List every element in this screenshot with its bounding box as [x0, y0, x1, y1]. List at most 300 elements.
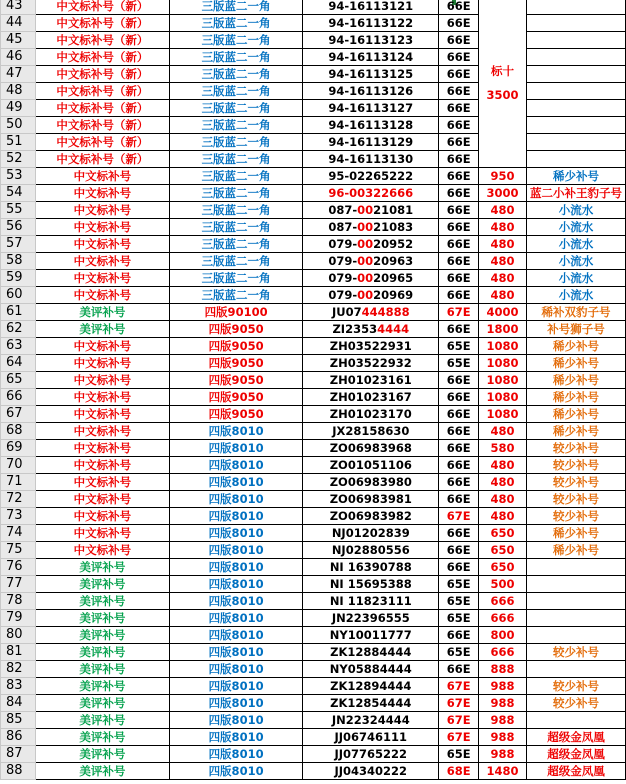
note-cell[interactable]: 较少补号	[527, 678, 626, 695]
edition-cell[interactable]: 四版8010	[169, 474, 303, 491]
row-number[interactable]: 44	[1, 15, 36, 32]
edition-cell[interactable]: 四版8010	[169, 508, 303, 525]
price-cell[interactable]: 480	[479, 270, 527, 287]
edition-cell[interactable]: 四版9050	[169, 355, 303, 372]
prefix-cell[interactable]: 66E	[439, 32, 479, 49]
type-cell[interactable]: 美评补号	[35, 746, 169, 763]
price-cell[interactable]: 480	[479, 457, 527, 474]
serial-number-cell[interactable]	[303, 729, 439, 746]
type-cell[interactable]: 美评补号	[35, 661, 169, 678]
type-cell[interactable]: 中文标补号	[35, 423, 169, 440]
row-number[interactable]: 75	[1, 542, 36, 559]
type-cell[interactable]: 美评补号	[35, 712, 169, 729]
type-cell[interactable]: 中文标补号	[35, 185, 169, 202]
prefix-cell[interactable]: 66E	[439, 440, 479, 457]
note-cell[interactable]: 稀少补号	[527, 372, 626, 389]
serial-number-cell[interactable]	[303, 406, 439, 423]
note-cell[interactable]	[527, 576, 626, 593]
price-cell[interactable]: 480	[479, 508, 527, 525]
price-cell[interactable]: 1080	[479, 389, 527, 406]
serial-number-cell[interactable]	[303, 117, 439, 134]
price-cell[interactable]: 4000	[479, 304, 527, 321]
note-cell[interactable]	[527, 627, 626, 644]
row-number[interactable]: 69	[1, 440, 36, 457]
prefix-cell[interactable]: 67E	[439, 304, 479, 321]
price-cell[interactable]: 800	[479, 627, 527, 644]
merged-price-cell[interactable]	[479, 0, 527, 168]
row-number[interactable]: 81	[1, 644, 36, 661]
edition-cell[interactable]: 三版蓝二一角	[169, 185, 303, 202]
serial-number-cell[interactable]	[303, 508, 439, 525]
edition-cell[interactable]: 四版8010	[169, 610, 303, 627]
row-number[interactable]: 58	[1, 253, 36, 270]
serial-number-cell[interactable]	[303, 712, 439, 729]
type-cell[interactable]: 中文标补号	[35, 542, 169, 559]
serial-number-cell[interactable]	[303, 389, 439, 406]
prefix-cell[interactable]: 66E	[439, 0, 479, 15]
note-cell[interactable]	[527, 151, 626, 168]
price-cell[interactable]: 1480	[479, 763, 527, 780]
serial-number-cell[interactable]	[303, 559, 439, 576]
note-cell[interactable]	[527, 66, 626, 83]
note-cell[interactable]: 稀补双豹子号	[527, 304, 626, 321]
type-cell[interactable]: 美评补号	[35, 610, 169, 627]
price-cell[interactable]: 988	[479, 678, 527, 695]
note-cell[interactable]	[527, 117, 626, 134]
row-number[interactable]: 82	[1, 661, 36, 678]
note-cell[interactable]: 补号狮子号	[527, 321, 626, 338]
note-cell[interactable]: 小流水	[527, 236, 626, 253]
edition-cell[interactable]: 三版蓝二一角	[169, 49, 303, 66]
type-cell[interactable]: 美评补号	[35, 576, 169, 593]
edition-cell[interactable]: 四版9050	[169, 406, 303, 423]
prefix-cell[interactable]: 67E	[439, 508, 479, 525]
note-cell[interactable]	[527, 559, 626, 576]
edition-cell[interactable]: 三版蓝二一角	[169, 117, 303, 134]
edition-cell[interactable]: 四版9050	[169, 372, 303, 389]
note-cell[interactable]	[527, 83, 626, 100]
type-cell[interactable]: 中文标补号（新）	[35, 117, 169, 134]
edition-cell[interactable]: 三版蓝二一角	[169, 219, 303, 236]
note-cell[interactable]: 稀少补号	[527, 355, 626, 372]
note-cell[interactable]	[527, 712, 626, 729]
price-cell[interactable]: 650	[479, 559, 527, 576]
prefix-cell[interactable]: 66E	[439, 474, 479, 491]
note-cell[interactable]: 超级金凤凰	[527, 746, 626, 763]
prefix-cell[interactable]: 65E	[439, 644, 479, 661]
row-number[interactable]: 80	[1, 627, 36, 644]
prefix-cell[interactable]: 66E	[439, 491, 479, 508]
row-number[interactable]: 68	[1, 423, 36, 440]
note-cell[interactable]: 稀少补号	[527, 389, 626, 406]
serial-number-cell[interactable]	[303, 542, 439, 559]
note-cell[interactable]: 较少补号	[527, 457, 626, 474]
note-cell[interactable]	[527, 15, 626, 32]
prefix-cell[interactable]: 66E	[439, 117, 479, 134]
serial-number-cell[interactable]	[303, 355, 439, 372]
prefix-cell[interactable]: 66E	[439, 49, 479, 66]
serial-number-cell[interactable]	[303, 66, 439, 83]
edition-cell[interactable]: 四版8010	[169, 491, 303, 508]
edition-cell[interactable]: 四版9050	[169, 389, 303, 406]
serial-number-cell[interactable]	[303, 338, 439, 355]
row-number[interactable]: 78	[1, 593, 36, 610]
note-cell[interactable]: 较少补号	[527, 695, 626, 712]
serial-number-cell[interactable]	[303, 678, 439, 695]
price-cell[interactable]: 650	[479, 542, 527, 559]
prefix-cell[interactable]: 66E	[439, 253, 479, 270]
prefix-cell[interactable]: 66E	[439, 627, 479, 644]
row-number[interactable]: 45	[1, 32, 36, 49]
serial-number-cell[interactable]	[303, 236, 439, 253]
row-number[interactable]: 63	[1, 338, 36, 355]
note-cell[interactable]: 稀少补号	[527, 542, 626, 559]
prefix-cell[interactable]: 65E	[439, 610, 479, 627]
serial-number-cell[interactable]	[303, 440, 439, 457]
row-number[interactable]: 56	[1, 219, 36, 236]
serial-number-cell[interactable]	[303, 304, 439, 321]
price-cell[interactable]: 1080	[479, 406, 527, 423]
prefix-cell[interactable]: 65E	[439, 593, 479, 610]
row-number[interactable]: 59	[1, 270, 36, 287]
prefix-cell[interactable]: 66E	[439, 202, 479, 219]
note-cell[interactable]	[527, 49, 626, 66]
price-cell[interactable]: 988	[479, 712, 527, 729]
prefix-cell[interactable]: 67E	[439, 695, 479, 712]
type-cell[interactable]: 美评补号	[35, 678, 169, 695]
serial-number-cell[interactable]	[303, 525, 439, 542]
type-cell[interactable]: 美评补号	[35, 321, 169, 338]
edition-cell[interactable]: 四版8010	[169, 423, 303, 440]
type-cell[interactable]: 中文标补号（新）	[35, 134, 169, 151]
note-cell[interactable]	[527, 593, 626, 610]
price-cell[interactable]: 580	[479, 440, 527, 457]
price-cell[interactable]: 480	[479, 287, 527, 304]
serial-number-cell[interactable]	[303, 83, 439, 100]
price-cell[interactable]: 988	[479, 746, 527, 763]
edition-cell[interactable]: 四版8010	[169, 542, 303, 559]
row-number[interactable]: 54	[1, 185, 36, 202]
serial-number-cell[interactable]	[303, 219, 439, 236]
type-cell[interactable]: 中文标补号（新）	[35, 151, 169, 168]
note-cell[interactable]	[527, 661, 626, 678]
edition-cell[interactable]: 三版蓝二一角	[169, 151, 303, 168]
edition-cell[interactable]: 三版蓝二一角	[169, 100, 303, 117]
serial-number-cell[interactable]	[303, 253, 439, 270]
row-number[interactable]: 53	[1, 168, 36, 185]
type-cell[interactable]: 美评补号	[35, 627, 169, 644]
note-cell[interactable]: 稀少补号	[527, 406, 626, 423]
prefix-cell[interactable]: 66E	[439, 372, 479, 389]
note-cell[interactable]	[527, 0, 626, 15]
prefix-cell[interactable]: 66E	[439, 66, 479, 83]
prefix-cell[interactable]: 66E	[439, 134, 479, 151]
serial-number-cell[interactable]	[303, 627, 439, 644]
type-cell[interactable]: 美评补号	[35, 304, 169, 321]
price-cell[interactable]: 480	[479, 253, 527, 270]
price-cell[interactable]: 480	[479, 423, 527, 440]
prefix-cell[interactable]: 66E	[439, 423, 479, 440]
type-cell[interactable]: 中文标补号	[35, 525, 169, 542]
prefix-cell[interactable]: 67E	[439, 729, 479, 746]
price-cell[interactable]: 888	[479, 661, 527, 678]
type-cell[interactable]: 中文标补号	[35, 508, 169, 525]
prefix-cell[interactable]: 66E	[439, 168, 479, 185]
edition-cell[interactable]: 四版8010	[169, 644, 303, 661]
note-cell[interactable]: 小流水	[527, 219, 626, 236]
serial-number-cell[interactable]	[303, 168, 439, 185]
row-number[interactable]: 83	[1, 678, 36, 695]
price-cell[interactable]: 1080	[479, 355, 527, 372]
edition-cell[interactable]: 四版8010	[169, 746, 303, 763]
note-cell[interactable]: 较少补号	[527, 440, 626, 457]
prefix-cell[interactable]: 66E	[439, 270, 479, 287]
edition-cell[interactable]: 三版蓝二一角	[169, 236, 303, 253]
row-number[interactable]: 49	[1, 100, 36, 117]
type-cell[interactable]: 中文标补号（新）	[35, 0, 169, 15]
price-cell[interactable]: 480	[479, 219, 527, 236]
serial-number-cell[interactable]	[303, 763, 439, 780]
edition-cell[interactable]: 三版蓝二一角	[169, 168, 303, 185]
type-cell[interactable]: 中文标补号	[35, 253, 169, 270]
edition-cell[interactable]: 四版8010	[169, 457, 303, 474]
edition-cell[interactable]: 四版8010	[169, 576, 303, 593]
prefix-cell[interactable]: 66E	[439, 15, 479, 32]
edition-cell[interactable]: 四版8010	[169, 763, 303, 780]
prefix-cell[interactable]: 66E	[439, 219, 479, 236]
note-cell[interactable]: 稀少补号	[527, 423, 626, 440]
note-cell[interactable]: 小流水	[527, 287, 626, 304]
type-cell[interactable]: 中文标补号（新）	[35, 32, 169, 49]
row-number[interactable]: 57	[1, 236, 36, 253]
type-cell[interactable]: 美评补号	[35, 695, 169, 712]
row-number[interactable]: 84	[1, 695, 36, 712]
edition-cell[interactable]: 四版8010	[169, 525, 303, 542]
type-cell[interactable]: 中文标补号	[35, 287, 169, 304]
note-cell[interactable]: 小流水	[527, 253, 626, 270]
serial-number-cell[interactable]	[303, 15, 439, 32]
price-cell[interactable]: 666	[479, 644, 527, 661]
prefix-cell[interactable]: 66E	[439, 457, 479, 474]
serial-number-cell[interactable]	[303, 610, 439, 627]
type-cell[interactable]: 美评补号	[35, 593, 169, 610]
prefix-cell[interactable]: 66E	[439, 287, 479, 304]
note-cell[interactable]	[527, 610, 626, 627]
type-cell[interactable]: 中文标补号	[35, 270, 169, 287]
row-number[interactable]: 79	[1, 610, 36, 627]
prefix-cell[interactable]: 66E	[439, 389, 479, 406]
serial-number-cell[interactable]	[303, 321, 439, 338]
edition-cell[interactable]: 四版9050	[169, 338, 303, 355]
edition-cell[interactable]: 四版8010	[169, 627, 303, 644]
row-number[interactable]: 66	[1, 389, 36, 406]
serial-number-cell[interactable]	[303, 270, 439, 287]
row-number[interactable]: 86	[1, 729, 36, 746]
note-cell[interactable]: 超级金凤凰	[527, 729, 626, 746]
type-cell[interactable]: 美评补号	[35, 644, 169, 661]
prefix-cell[interactable]: 68E	[439, 763, 479, 780]
type-cell[interactable]: 中文标补号	[35, 372, 169, 389]
prefix-cell[interactable]: 66E	[439, 236, 479, 253]
serial-number-cell[interactable]	[303, 32, 439, 49]
edition-cell[interactable]: 四版9050	[169, 321, 303, 338]
row-number[interactable]: 51	[1, 134, 36, 151]
type-cell[interactable]: 中文标补号（新）	[35, 66, 169, 83]
row-number[interactable]: 77	[1, 576, 36, 593]
type-cell[interactable]: 美评补号	[35, 559, 169, 576]
price-cell[interactable]: 650	[479, 525, 527, 542]
note-cell[interactable]: 稀少补号	[527, 525, 626, 542]
type-cell[interactable]: 中文标补号	[35, 474, 169, 491]
type-cell[interactable]: 中文标补号	[35, 355, 169, 372]
row-number[interactable]: 43	[1, 0, 36, 15]
note-cell[interactable]: 较少补号	[527, 508, 626, 525]
edition-cell[interactable]: 四版8010	[169, 440, 303, 457]
edition-cell[interactable]: 四版8010	[169, 729, 303, 746]
row-number[interactable]: 52	[1, 151, 36, 168]
prefix-cell[interactable]: 67E	[439, 678, 479, 695]
price-cell[interactable]: 666	[479, 610, 527, 627]
edition-cell[interactable]: 三版蓝二一角	[169, 202, 303, 219]
serial-number-cell[interactable]	[303, 151, 439, 168]
edition-cell[interactable]: 三版蓝二一角	[169, 287, 303, 304]
price-cell[interactable]: 480	[479, 202, 527, 219]
price-cell[interactable]: 988	[479, 695, 527, 712]
price-cell[interactable]: 500	[479, 576, 527, 593]
row-number[interactable]: 48	[1, 83, 36, 100]
edition-cell[interactable]: 三版蓝二一角	[169, 134, 303, 151]
edition-cell[interactable]: 四版90100	[169, 304, 303, 321]
serial-number-cell[interactable]	[303, 661, 439, 678]
row-number[interactable]: 87	[1, 746, 36, 763]
edition-cell[interactable]: 四版8010	[169, 695, 303, 712]
edition-cell[interactable]: 四版8010	[169, 678, 303, 695]
type-cell[interactable]: 中文标补号（新）	[35, 83, 169, 100]
row-number[interactable]: 50	[1, 117, 36, 134]
row-number[interactable]: 88	[1, 763, 36, 780]
row-number[interactable]: 46	[1, 49, 36, 66]
prefix-cell[interactable]: 66E	[439, 100, 479, 117]
serial-number-cell[interactable]	[303, 49, 439, 66]
prefix-cell[interactable]: 66E	[439, 185, 479, 202]
serial-number-cell[interactable]	[303, 202, 439, 219]
serial-number-cell[interactable]	[303, 372, 439, 389]
price-cell[interactable]: 1080	[479, 338, 527, 355]
prefix-cell[interactable]: 66E	[439, 525, 479, 542]
edition-cell[interactable]: 四版8010	[169, 559, 303, 576]
prefix-cell[interactable]: 67E	[439, 712, 479, 729]
type-cell[interactable]: 中文标补号	[35, 219, 169, 236]
prefix-cell[interactable]: 66E	[439, 83, 479, 100]
note-cell[interactable]: 较少补号	[527, 474, 626, 491]
type-cell[interactable]: 中文标补号（新）	[35, 49, 169, 66]
row-number[interactable]: 67	[1, 406, 36, 423]
edition-cell[interactable]: 三版蓝二一角	[169, 66, 303, 83]
prefix-cell[interactable]: 66E	[439, 321, 479, 338]
price-cell[interactable]: 480	[479, 491, 527, 508]
row-number[interactable]: 73	[1, 508, 36, 525]
serial-number-cell[interactable]	[303, 185, 439, 202]
edition-cell[interactable]: 三版蓝二一角	[169, 270, 303, 287]
price-cell[interactable]: 1080	[479, 372, 527, 389]
row-number[interactable]: 85	[1, 712, 36, 729]
note-cell[interactable]	[527, 134, 626, 151]
edition-cell[interactable]: 三版蓝二一角	[169, 32, 303, 49]
row-number[interactable]: 72	[1, 491, 36, 508]
prefix-cell[interactable]: 66E	[439, 661, 479, 678]
serial-number-cell[interactable]	[303, 287, 439, 304]
row-number[interactable]: 61	[1, 304, 36, 321]
type-cell[interactable]: 中文标补号	[35, 168, 169, 185]
edition-cell[interactable]: 三版蓝二一角	[169, 15, 303, 32]
edition-cell[interactable]: 四版8010	[169, 661, 303, 678]
price-cell[interactable]: 988	[479, 729, 527, 746]
row-number[interactable]: 62	[1, 321, 36, 338]
serial-number-cell[interactable]	[303, 474, 439, 491]
type-cell[interactable]: 美评补号	[35, 763, 169, 780]
price-cell[interactable]: 666	[479, 593, 527, 610]
row-number[interactable]: 76	[1, 559, 36, 576]
serial-number-cell[interactable]	[303, 695, 439, 712]
prefix-cell[interactable]: 66E	[439, 559, 479, 576]
edition-cell[interactable]: 三版蓝二一角	[169, 253, 303, 270]
prefix-cell[interactable]: 66E	[439, 151, 479, 168]
price-cell[interactable]: 480	[479, 474, 527, 491]
note-cell[interactable]: 小流水	[527, 270, 626, 287]
prefix-cell[interactable]: 65E	[439, 338, 479, 355]
edition-cell[interactable]: 四版8010	[169, 712, 303, 729]
row-number[interactable]: 71	[1, 474, 36, 491]
row-number[interactable]: 64	[1, 355, 36, 372]
price-cell[interactable]: 3000	[479, 185, 527, 202]
row-number[interactable]: 55	[1, 202, 36, 219]
type-cell[interactable]: 中文标补号（新）	[35, 15, 169, 32]
prefix-cell[interactable]: 65E	[439, 576, 479, 593]
price-cell[interactable]: 480	[479, 236, 527, 253]
type-cell[interactable]: 中文标补号	[35, 491, 169, 508]
edition-cell[interactable]: 三版蓝二一角	[169, 83, 303, 100]
prefix-cell[interactable]: 66E	[439, 406, 479, 423]
serial-number-cell[interactable]	[303, 593, 439, 610]
edition-cell[interactable]: 三版蓝二一角	[169, 0, 303, 15]
note-cell[interactable]: 稀少补号	[527, 168, 626, 185]
type-cell[interactable]: 中文标补号	[35, 338, 169, 355]
note-cell[interactable]	[527, 32, 626, 49]
serial-number-cell[interactable]	[303, 423, 439, 440]
serial-number-cell[interactable]	[303, 457, 439, 474]
price-cell[interactable]: 1800	[479, 321, 527, 338]
row-number[interactable]: 70	[1, 457, 36, 474]
prefix-cell[interactable]: 65E	[439, 746, 479, 763]
type-cell[interactable]: 中文标补号	[35, 389, 169, 406]
serial-number-cell[interactable]	[303, 134, 439, 151]
type-cell[interactable]: 中文标补号	[35, 236, 169, 253]
serial-number-cell[interactable]	[303, 0, 439, 15]
row-number[interactable]: 47	[1, 66, 36, 83]
row-number[interactable]: 65	[1, 372, 36, 389]
type-cell[interactable]: 中文标补号（新）	[35, 100, 169, 117]
note-cell[interactable]: 较少补号	[527, 491, 626, 508]
type-cell[interactable]: 中文标补号	[35, 440, 169, 457]
type-cell[interactable]: 中文标补号	[35, 406, 169, 423]
row-number[interactable]: 60	[1, 287, 36, 304]
serial-number-cell[interactable]	[303, 100, 439, 117]
edition-cell[interactable]: 四版8010	[169, 593, 303, 610]
note-cell[interactable]: 较少补号	[527, 644, 626, 661]
prefix-cell[interactable]: 66E	[439, 542, 479, 559]
note-cell[interactable]: 超级金凤凰	[527, 763, 626, 780]
row-number[interactable]: 74	[1, 525, 36, 542]
